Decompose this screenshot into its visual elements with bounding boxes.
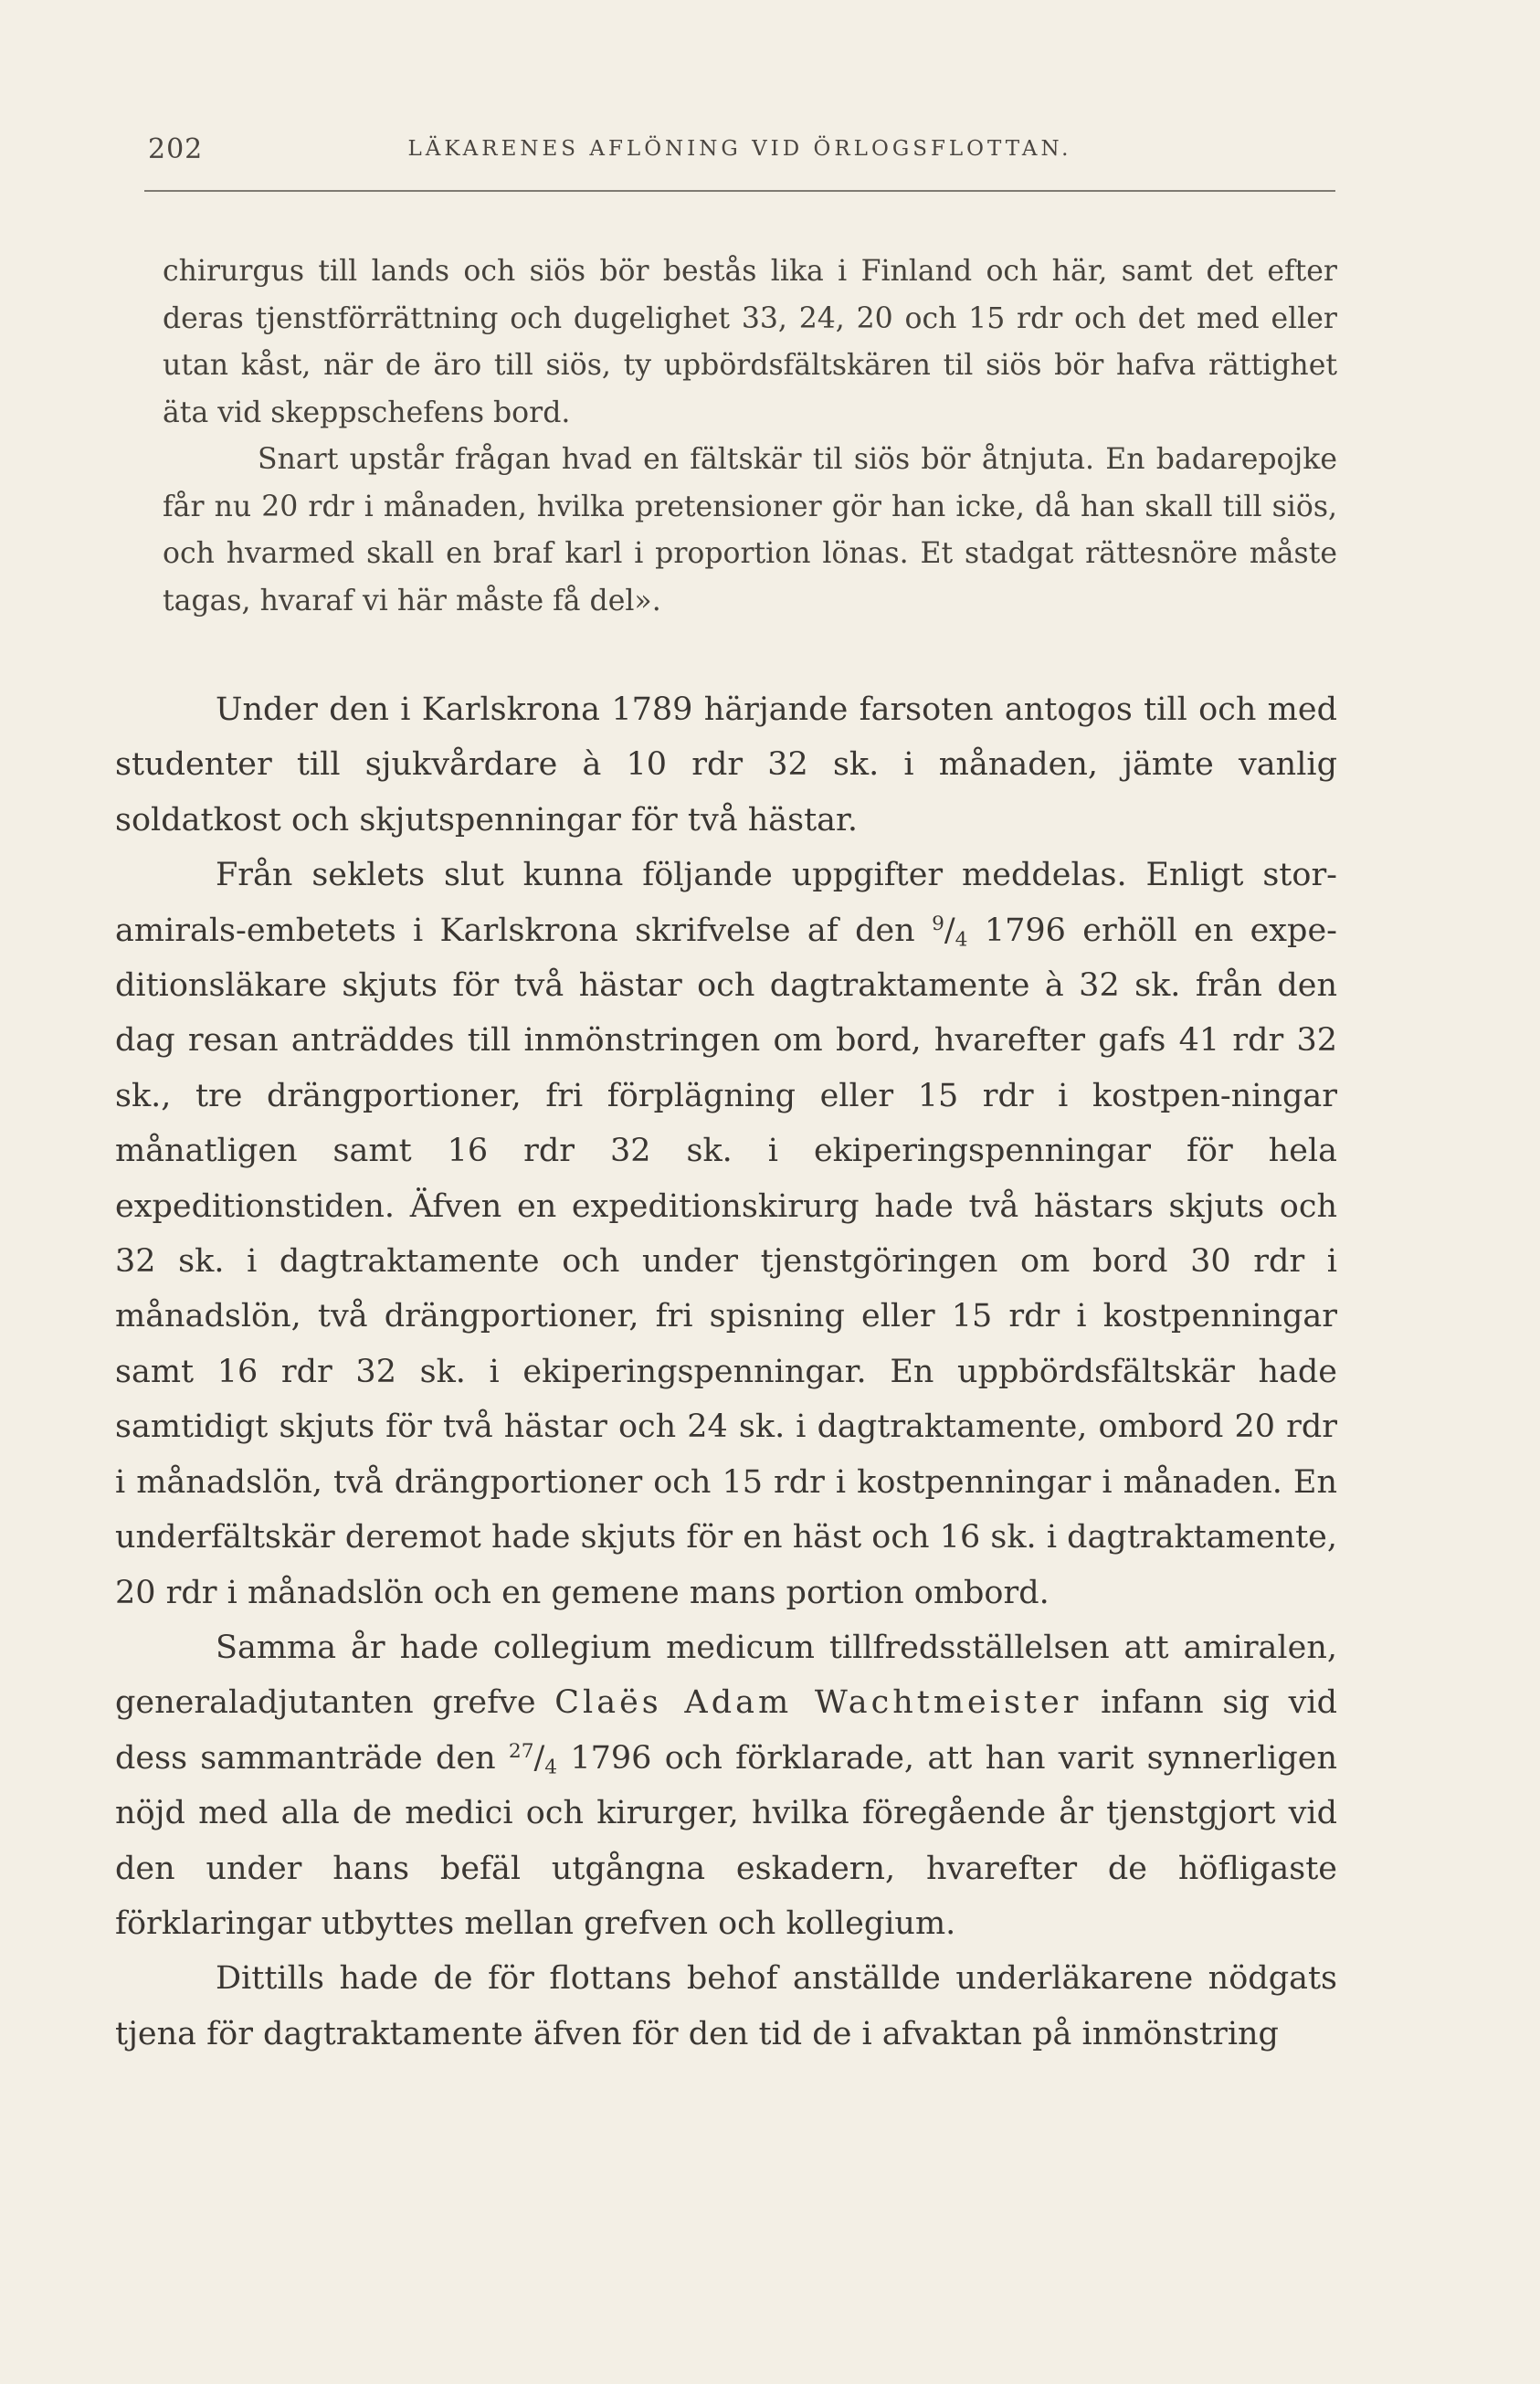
fraction-numerator: 27 [508,1739,534,1763]
body-paragraph [115,848,1337,1620]
body-paragraph: Under den i Karlskrona 1789 härjande farsoten antogos till och med studenter till sjukvårdare à 10 rdr 32 sk. i månaden, jämte vanlig soldatkost och skjutspenningar för två hästar. [115,691,1337,839]
header-rule [144,190,1335,192]
quote-paragraph: chirurgus till lands och siös bör bestås lika i Finland och här, samt det efter deras tjenstförrättning och dugelighet 33, 24, 20 och 15 rdr och det med eller utan kåst, när de äro till siös, ty upbördsfältskären til siös bör hafva rättighet äta vid skeppschefens bord. [163,255,1337,429]
fraction-denominator: 4 [955,928,968,952]
body-paragraph: Dittills hade de för flottans behof anställde underläkarene nödgats tjena för dagtraktamente äfven för den tid de i afvaktan på inmönstring [115,1960,1337,2052]
quote-paragraph: Snart upstår frågan hvad en fältskär til siös bör åtnjuta. En badarepojke får nu 20 rdr i månaden, hvilka pretensioner gör han icke, då han skall till siös, och hvarmed skall en braf karl i proportion lönas. Et stadgat rättesnöre måste tagas, hvaraf vi här måste få del». [163,443,1337,617]
body-paragraph [115,1620,1337,1951]
paragraph-text: infann sig vid dess sammanträde den [115,1684,1337,1777]
date-fraction: $^{27}/_4$ [508,1739,558,1779]
person-name: Claës Adam Wachtmeister [554,1684,1082,1722]
quoted-passage [163,248,1337,625]
running-head: LÄKARENES AFLÖNING VID ÖRLOGSFLOTTAN. [407,137,1072,161]
fraction-denominator: 4 [544,1756,558,1779]
page-number: 202 [148,133,204,165]
page-header [146,133,1334,170]
paragraph-text: Från seklets slut kunna följande uppgifter meddelas. Enligt stor-amirals-embetets i Karlskrona skrifvelse af den [115,857,1337,949]
body-text [115,682,1337,2062]
paragraph-text: Samma år hade collegium medicum tillfredsställelsen att amiralen, generaladjutanten grefve [115,1629,1337,1722]
fraction-numerator: 9 [932,912,944,935]
paragraph-text: 1796 erhöll en expe-ditionsläkare skjuts för två hästar och dagtraktamente à 32 sk. från den dag resan anträddes till inmönstringen om bord, hvarefter gafs 41 rdr 32 sk., tre drängportioner, fri förplägning eller 15 rdr i kostpen-ningar månatligen samt 16 rdr 32 sk. i ekiperingspenningar för hela expeditionstiden. Äfven en expeditionskirurg hade två hästars skjuts och 32 sk. i dagtraktamente och under tjenstgöringen om bord 30 rdr i månadslön, två drängportioner, fri spisning eller 15 rdr i kostpenningar samt 16 rdr 32 sk. i ekiperingspenningar. En uppbördsfältskär hade samtidigt skjuts för två hästar och 24 sk. i dagtraktamente, ombord 20 rdr i månadslön, två drängportioner och 15 rdr i kostpenningar i månaden. En underfältskär deremot hade skjuts för en häst och 16 sk. i dagtraktamente, 20 rdr i månadslön och en gemene mans portion ombord. [115,912,1337,1611]
date-fraction: $^9/_4$ [932,912,968,952]
paragraph-text: 1796 och förklarade, att han varit synnerligen nöjd med alla de medici och kirurger, hvilka föregående år tjenstgjort vid den under hans befäl utgångna eskadern, hvarefter de höfligaste förklaringar utbyttes mellan grefven och kollegium. [115,1739,1337,1942]
